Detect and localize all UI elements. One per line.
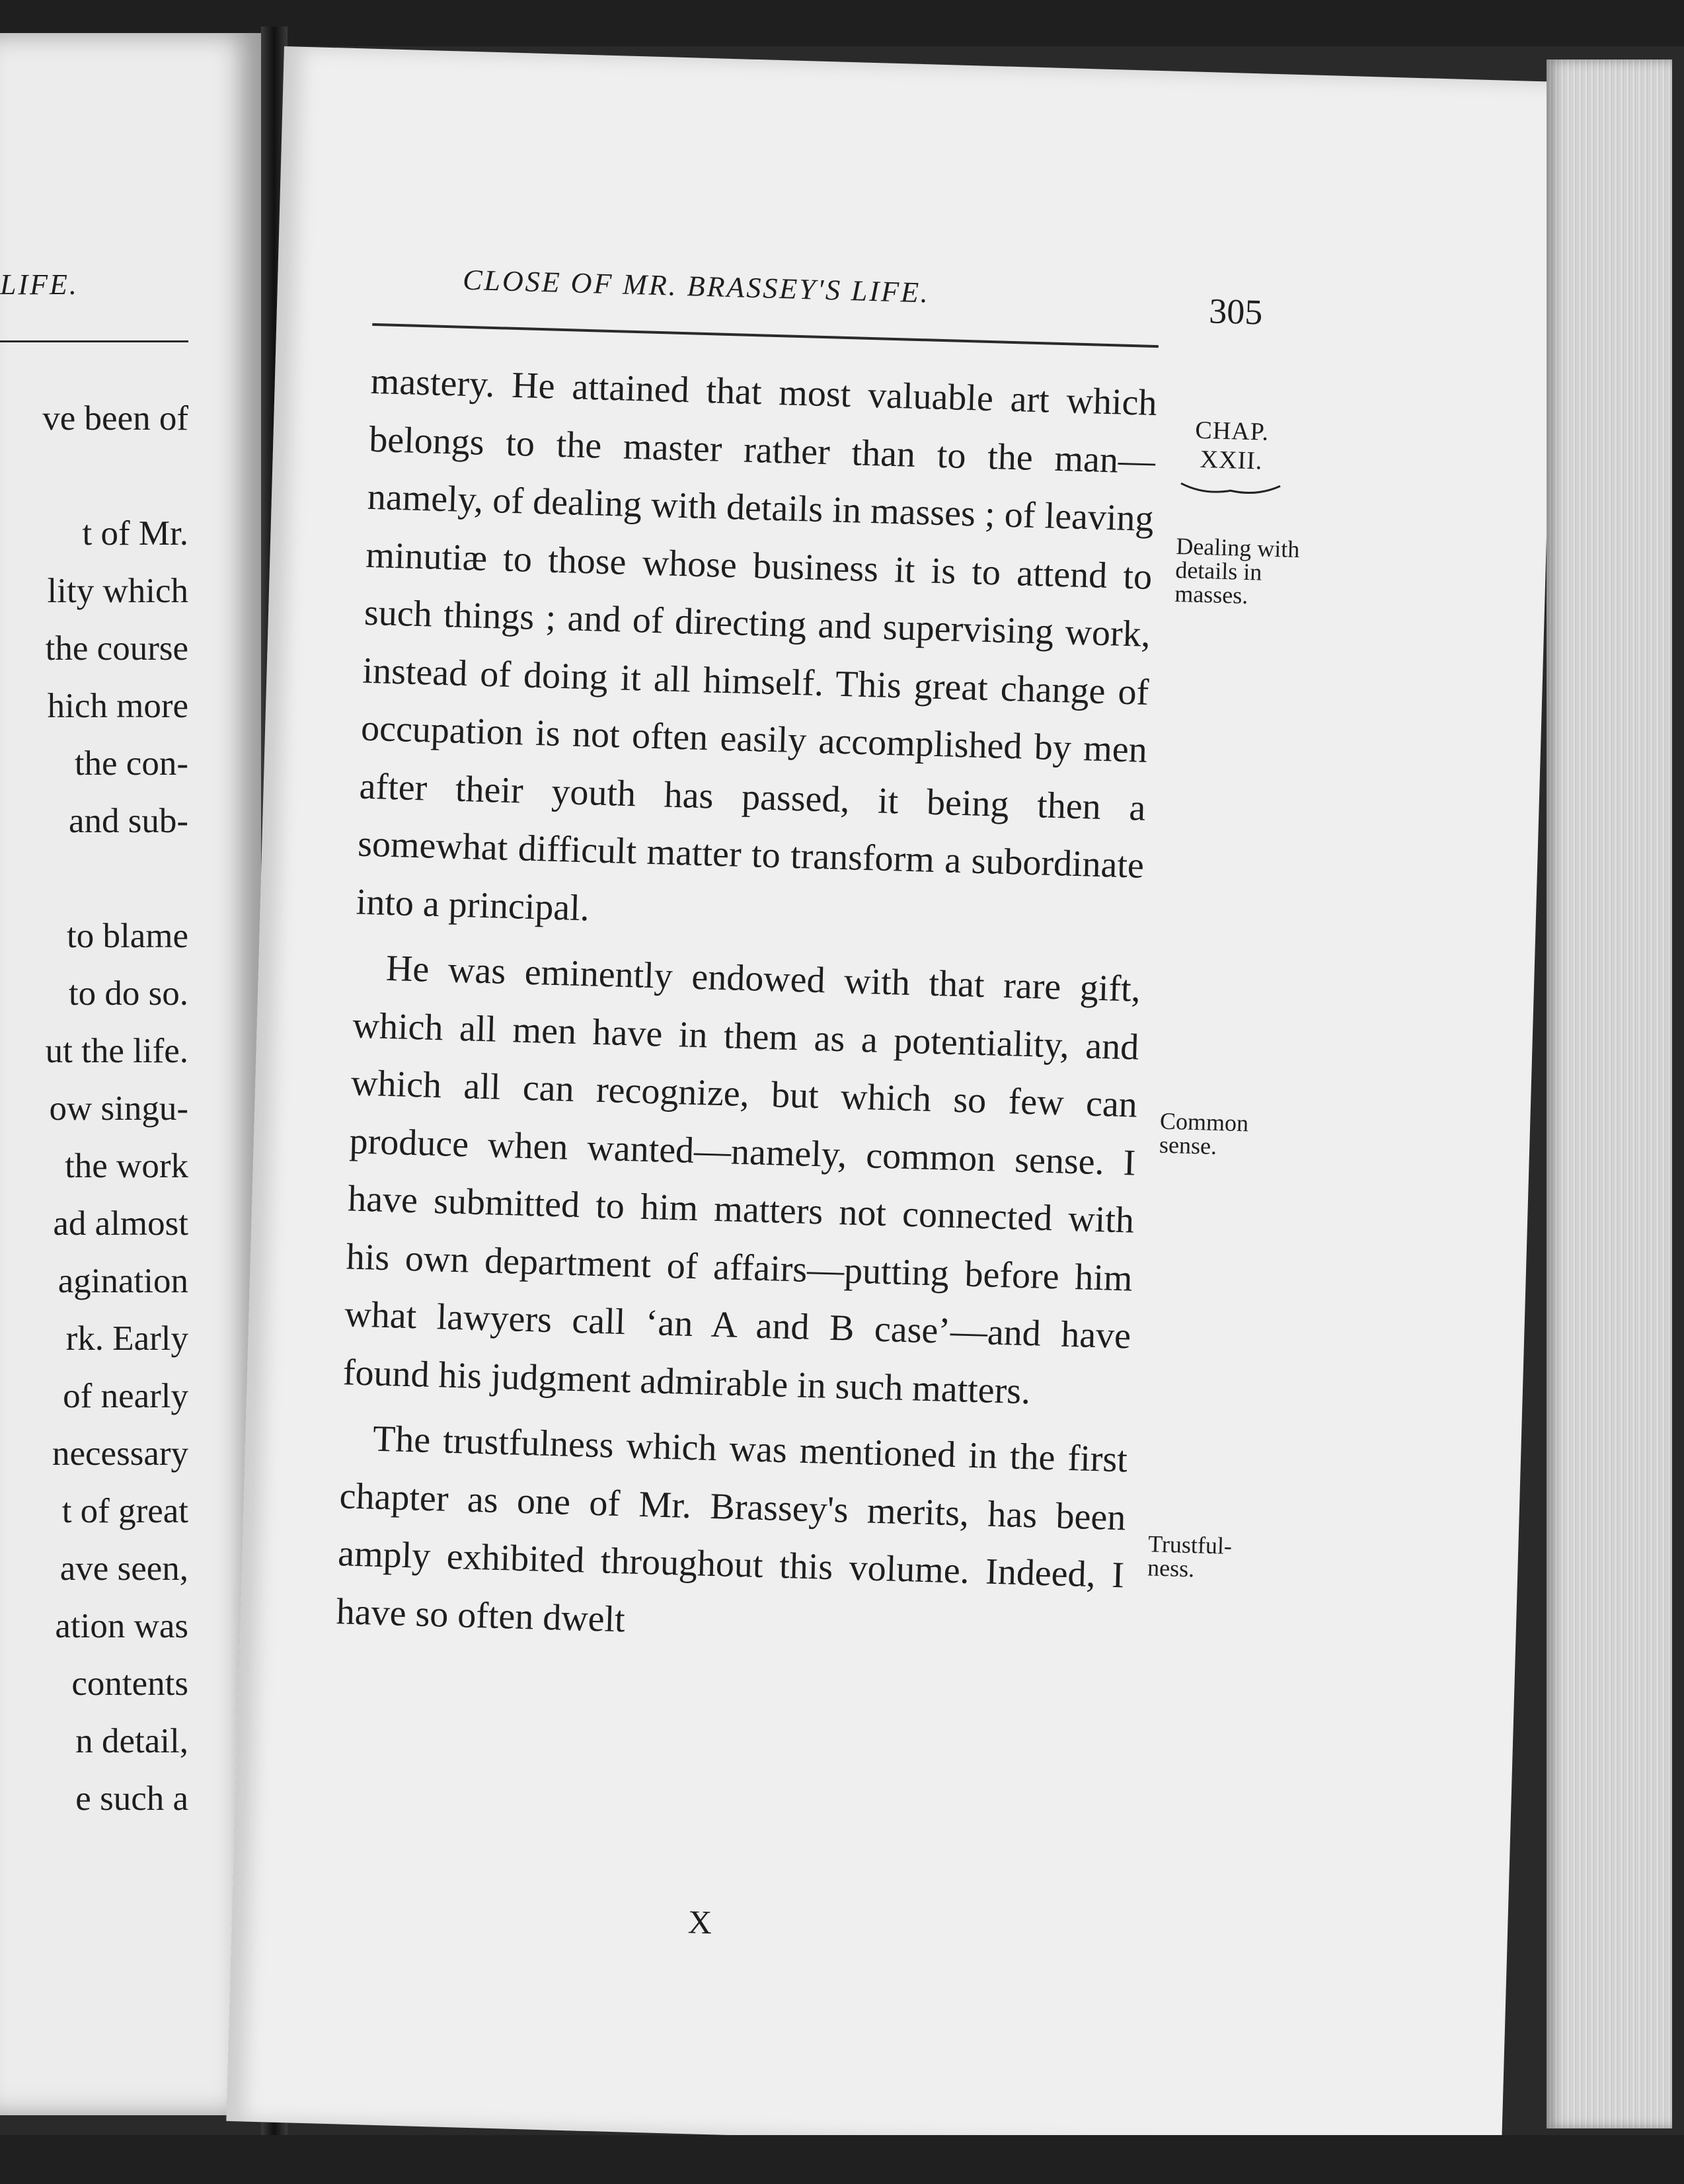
left-page bbox=[0, 33, 261, 2115]
left-page-line: lity which bbox=[47, 572, 188, 610]
left-page-line: ve been of bbox=[42, 399, 188, 438]
left-page-line: e such a bbox=[75, 1779, 188, 1818]
left-page-line: rk. Early bbox=[65, 1319, 188, 1358]
left-page-line: t of Mr. bbox=[82, 514, 188, 553]
left-page-line: to blame bbox=[67, 917, 188, 955]
left-page-line: t of great bbox=[61, 1492, 188, 1530]
left-page-line: ave seen, bbox=[59, 1549, 188, 1588]
marginal-dealing: Dealing with details in masses. bbox=[1174, 532, 1300, 609]
paragraph-1: mastery. He attained that most valuable art which belongs to the master rather than to the man—namely, of dealing with details in masses ; of leaving minutiæ to those whose business it is to attend to such things ; and of directing and supervising work, instead of doing it all himself. This great change of occupation is not often easily accomplished by men after their youth has passed, it being then a somewhat difficult matter to transform a subordinate into a principal. bbox=[356, 360, 1158, 929]
left-page-line: ad almost bbox=[53, 1204, 188, 1243]
body-text bbox=[335, 353, 1157, 1670]
paragraph-2: He was eminently endowed with that rare gift, which all men have in them as a potentiality, and which all can recognize, but which so few can produce when wanted—namely, common sense. I have submitted to him matters not connected with his own department of affairs—putting before him what lawyers call ‘an A and B case’—and have found his judgment admirable in such matters. bbox=[342, 947, 1141, 1412]
left-page-line: contents bbox=[71, 1664, 188, 1703]
left-page-line: ow singu- bbox=[49, 1089, 188, 1128]
left-page-lines bbox=[42, 390, 188, 1828]
left-head-rule bbox=[0, 340, 188, 342]
left-page-line bbox=[42, 448, 188, 505]
left-page-line: hich more bbox=[47, 687, 188, 725]
left-page-line: and sub- bbox=[68, 802, 188, 840]
left-page-line: of nearly bbox=[63, 1377, 188, 1415]
left-page-line bbox=[42, 850, 188, 908]
running-head: CLOSE OF MR. BRASSEY'S LIFE. bbox=[462, 263, 931, 309]
left-page-line: the con- bbox=[74, 744, 188, 783]
page-block-edges bbox=[1547, 59, 1672, 2128]
marginal-chapter: CHAP. XXII. bbox=[1194, 416, 1270, 475]
chapter-brace-icon bbox=[1177, 480, 1283, 500]
marginal-common-sense: Common sense. bbox=[1159, 1107, 1249, 1160]
head-rule bbox=[372, 323, 1159, 348]
left-page-line: ut the life. bbox=[45, 1032, 188, 1070]
left-page-line: n detail, bbox=[75, 1722, 188, 1760]
left-page-line: ation was bbox=[55, 1607, 188, 1645]
left-page-line: the course bbox=[45, 629, 188, 668]
right-page bbox=[226, 46, 1559, 2157]
marginal-trustfulness: Trustful- ness. bbox=[1147, 1530, 1233, 1582]
left-running-head: LIFE. bbox=[0, 268, 79, 301]
page-number: 305 bbox=[1208, 291, 1264, 332]
left-page-line: necessary bbox=[52, 1434, 188, 1473]
scan-background-bottom bbox=[0, 2135, 1684, 2184]
left-page-line: agination bbox=[57, 1262, 188, 1300]
left-page-line: the work bbox=[65, 1147, 188, 1185]
signature-mark: X bbox=[687, 1903, 714, 1941]
left-page-text bbox=[0, 33, 261, 2115]
left-page-line: to do so. bbox=[68, 974, 188, 1013]
paragraph-3: The trustfulness which was mentioned in the first chapter as one of Mr. Brassey's merits, has been amply exhibited throughout this volume. Indeed, I have so often dwelt bbox=[336, 1418, 1128, 1640]
